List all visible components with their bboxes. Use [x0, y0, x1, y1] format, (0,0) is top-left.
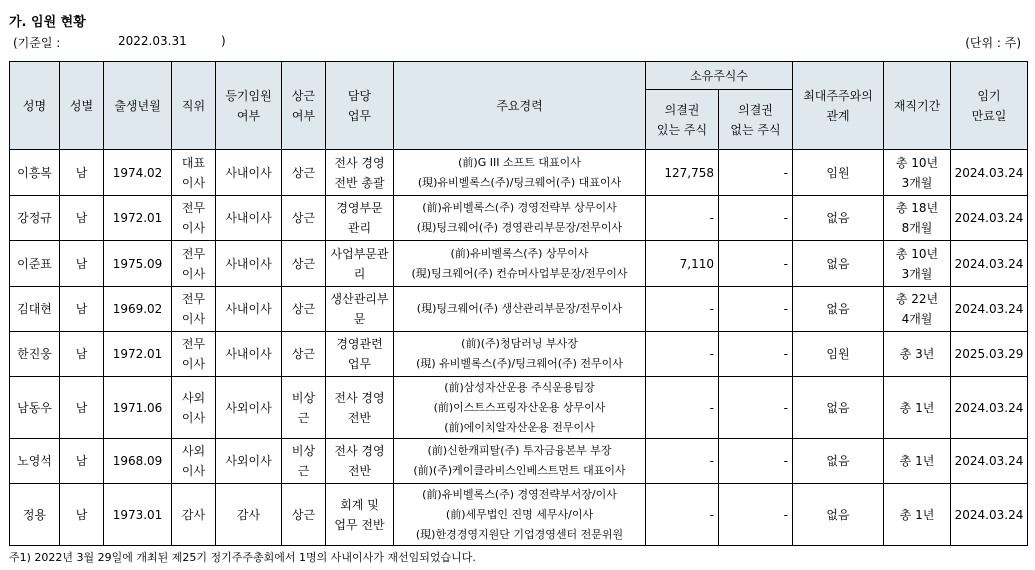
career-cell-line: (現)한경경영지원단 기업경영센터 전문위원 [415, 527, 624, 541]
career-cell [394, 287, 646, 332]
term-cell: 2024.03.24 [951, 439, 1028, 484]
position-cell [172, 332, 216, 377]
header-term: 임기 만료일 [951, 62, 1028, 150]
career-cell [394, 439, 646, 484]
relation-cell: 임원 [793, 332, 884, 377]
position-cell-line: 전무 [181, 337, 206, 351]
header-name: 성명 [10, 62, 60, 150]
table-row [10, 439, 1028, 484]
voting-shares-cell: 127,758 [646, 150, 719, 196]
base-date-label: (기준일 : [13, 36, 61, 50]
tenure-cell-line: 총 1년 [899, 507, 935, 522]
duty-cell-line: 전반 [347, 464, 372, 478]
term-cell: 2025.03.29 [951, 332, 1028, 377]
position-cell-line: 이사 [181, 357, 206, 371]
fulltime-cell-line: 비상 [291, 390, 316, 405]
duty-cell-line: 전반 [347, 410, 372, 425]
duty-cell [326, 484, 394, 546]
position-cell [172, 484, 216, 546]
nonvoting-shares-cell: - [719, 377, 793, 439]
career-cell-line: (前)이스트스프링자산운용 상무이사 [433, 400, 606, 414]
tenure-cell-line: 총 1년 [899, 454, 935, 468]
fulltime-cell [282, 377, 326, 439]
relation-cell: 없음 [793, 439, 884, 484]
duty-cell-line: 문 [353, 312, 366, 326]
footnote: 주1) 2022년 3월 29일에 개최된 제25기 정기주주총회에서 1명의 사내이사가 재선임되었습니다. [9, 551, 476, 564]
voting-shares-cell: - [646, 287, 719, 332]
fulltime-cell [282, 332, 326, 377]
birth-cell: 1969.02 [104, 287, 172, 332]
header-position: 직위 [172, 62, 216, 150]
career-cell-line: (前)유비벨록스(주) 경영전략부서장/이사 [422, 487, 617, 501]
gender-cell: 남 [60, 150, 104, 196]
tenure-cell [884, 439, 951, 484]
registered-cell: 감사 [216, 484, 282, 546]
duty-cell-line: 전사 경영 [334, 390, 385, 405]
position-cell [172, 287, 216, 332]
tenure-cell-line: 3개월 [901, 175, 933, 190]
nonvoting-shares-cell: - [719, 484, 793, 546]
duty-cell-line: 회계 및 [340, 497, 379, 512]
table-row [10, 377, 1028, 439]
career-cell [394, 484, 646, 546]
position-cell [172, 241, 216, 287]
position-cell-line: 전무 [181, 201, 206, 215]
position-cell-line: 이사 [181, 175, 206, 190]
tenure-cell-line: 총 22년 [895, 292, 939, 306]
voting-shares-cell: - [646, 439, 719, 484]
nonvoting-shares-cell: - [719, 287, 793, 332]
gender-cell: 남 [60, 241, 104, 287]
gender-cell: 남 [60, 377, 104, 439]
table-row [10, 150, 1028, 196]
duty-cell [326, 150, 394, 196]
relation-cell: 없음 [793, 196, 884, 241]
tenure-cell [884, 150, 951, 196]
career-cell-line: (前)삼성자산운용 주식운용팀장 [444, 380, 595, 394]
fulltime-cell [282, 196, 326, 241]
header-tenure: 재직기간 [884, 62, 951, 150]
registered-cell: 사내이사 [216, 287, 282, 332]
duty-cell-line: 전반 총괄 [334, 175, 385, 190]
career-cell-line: (前)세무법인 진명 세무사/이사 [445, 507, 594, 521]
duty-cell [326, 332, 394, 377]
tenure-cell [884, 287, 951, 332]
fulltime-cell-line: 상근 [291, 302, 316, 316]
nonvoting-shares-cell: - [719, 332, 793, 377]
career-cell-line: (現)팅크웨어(주) 컨슈머사업부문장/전무이사 [411, 266, 628, 280]
duty-cell-line: 사업부문관 [330, 246, 389, 261]
tenure-cell-line: 8개월 [901, 221, 933, 235]
fulltime-cell [282, 287, 326, 332]
name-cell: 정용 [10, 484, 60, 546]
career-cell-line: (前)(주)케이클라비스인베스트먼트 대표이사 [413, 464, 626, 477]
header-shares: 소유주식수 [646, 62, 793, 90]
career-cell-line: (現) 유비벨록스(주)/팅크웨어(주) 전무이사 [416, 357, 623, 370]
duty-cell-line: 관리 [347, 221, 372, 235]
tenure-cell-line: 총 10년 [895, 246, 939, 261]
position-cell-line: 대표 [181, 155, 206, 170]
nonvoting-shares-cell: - [719, 439, 793, 484]
fulltime-cell [282, 484, 326, 546]
term-cell: 2024.03.24 [951, 377, 1028, 439]
tenure-cell-line: 총 1년 [899, 400, 935, 415]
position-cell-line: 이사 [181, 410, 206, 425]
gender-cell: 남 [60, 287, 104, 332]
name-cell: 남동우 [10, 377, 60, 439]
tenure-cell-line: 총 3년 [899, 347, 935, 361]
gender-cell: 남 [60, 196, 104, 241]
birth-cell: 1974.02 [104, 150, 172, 196]
header-duty: 담당 업무 [326, 62, 394, 150]
relation-cell: 임원 [793, 150, 884, 196]
registered-cell: 사외이사 [216, 377, 282, 439]
career-cell-line: (前)(주)청담러닝 부사장 [461, 337, 578, 350]
header-voting: 의결권 있는 주식 [646, 90, 719, 150]
position-cell-line: 이사 [181, 266, 206, 281]
position-cell-line: 전무 [181, 246, 206, 261]
duty-cell [326, 377, 394, 439]
career-cell [394, 332, 646, 377]
header-gender: 성별 [60, 62, 104, 150]
base-date-close: ) [221, 34, 226, 48]
tenure-cell-line: 4개월 [901, 312, 933, 326]
duty-cell-line: 업무 전반 [334, 517, 385, 532]
executive-table [9, 61, 1028, 546]
term-cell: 2024.03.24 [951, 484, 1028, 546]
birth-cell: 1971.06 [104, 377, 172, 439]
header-registered: 등기임원 여부 [216, 62, 282, 150]
position-cell-line: 사외 [181, 390, 206, 405]
duty-cell-line: 업무 [347, 357, 372, 371]
fulltime-cell-line: 상근 [291, 256, 316, 271]
gender-cell: 남 [60, 484, 104, 546]
name-cell: 이준표 [10, 241, 60, 287]
position-cell-line: 전무 [181, 292, 206, 306]
section-title: 가. 임원 현황 [9, 15, 86, 30]
duty-cell-line: 전사 경영 [334, 444, 385, 458]
birth-cell: 1975.09 [104, 241, 172, 287]
term-cell: 2024.03.24 [951, 287, 1028, 332]
career-cell [394, 377, 646, 439]
header-nonvoting: 의결권 없는 주식 [719, 90, 793, 150]
relation-cell: 없음 [793, 287, 884, 332]
table-row [10, 287, 1028, 332]
name-cell: 한진웅 [10, 332, 60, 377]
tenure-cell [884, 484, 951, 546]
fulltime-cell-line: 비상 [291, 444, 316, 458]
duty-cell [326, 439, 394, 484]
tenure-cell [884, 332, 951, 377]
name-cell: 노영석 [10, 439, 60, 484]
fulltime-cell [282, 150, 326, 196]
position-cell [172, 377, 216, 439]
relation-cell: 없음 [793, 241, 884, 287]
fulltime-cell-line: 근 [297, 410, 310, 425]
tenure-cell [884, 196, 951, 241]
career-cell-line: (前)유비벨록스(주) 상무이사 [450, 246, 589, 260]
relation-cell: 없음 [793, 377, 884, 439]
career-cell [394, 196, 646, 241]
career-cell-line: (現)팅크웨어(주) 경영관리부문장/전무이사 [416, 221, 623, 234]
header-fulltime: 상근 여부 [282, 62, 326, 150]
duty-cell-line: 리 [353, 266, 366, 281]
registered-cell: 사외이사 [216, 439, 282, 484]
table-row [10, 241, 1028, 287]
header-birth: 출생년월 [104, 62, 172, 150]
nonvoting-shares-cell: - [719, 196, 793, 241]
gender-cell: 남 [60, 332, 104, 377]
position-cell [172, 150, 216, 196]
career-cell-line: (前)신한캐피탈(주) 투자금융본부 부장 [427, 444, 612, 457]
duty-cell [326, 287, 394, 332]
position-cell-line: 이사 [181, 221, 206, 235]
fulltime-cell-line: 상근 [291, 347, 316, 361]
registered-cell: 사내이사 [216, 150, 282, 196]
duty-cell-line: 생산관리부 [330, 292, 389, 306]
voting-shares-cell: 7,110 [646, 241, 719, 287]
tenure-cell [884, 241, 951, 287]
table-row [10, 196, 1028, 241]
table-row [10, 332, 1028, 377]
position-cell [172, 196, 216, 241]
fulltime-cell-line: 근 [297, 464, 310, 478]
career-cell-line: (前)G III 소프트 대표이사 [458, 155, 581, 169]
duty-cell-line: 전사 경영 [334, 155, 385, 170]
duty-cell-line: 경영부문 [336, 201, 383, 215]
executive-rows [10, 150, 1028, 546]
position-cell-line: 이사 [181, 312, 206, 326]
registered-cell: 사내이사 [216, 241, 282, 287]
header-career: 주요경력 [394, 62, 646, 150]
fulltime-cell-line: 상근 [291, 211, 316, 225]
duty-cell [326, 196, 394, 241]
position-cell [172, 439, 216, 484]
base-date-value: 2022.03.31 [118, 34, 187, 48]
header-relation: 최대주주와의 관계 [793, 62, 884, 150]
relation-cell: 없음 [793, 484, 884, 546]
birth-cell: 1972.01 [104, 196, 172, 241]
term-cell: 2024.03.24 [951, 196, 1028, 241]
name-cell: 이흥복 [10, 150, 60, 196]
career-cell-line: (前)에이치알자산운용 전무이사 [444, 420, 595, 434]
name-cell: 강정규 [10, 196, 60, 241]
unit-label: (단위 : 주) [965, 36, 1021, 50]
duty-cell [326, 241, 394, 287]
registered-cell: 사내이사 [216, 196, 282, 241]
voting-shares-cell: - [646, 377, 719, 439]
birth-cell: 1972.01 [104, 332, 172, 377]
duty-cell-line: 경영관련 [336, 337, 383, 351]
nonvoting-shares-cell: - [719, 241, 793, 287]
career-cell [394, 241, 646, 287]
fulltime-cell [282, 241, 326, 287]
table-row [10, 484, 1028, 546]
fulltime-cell [282, 439, 326, 484]
voting-shares-cell: - [646, 196, 719, 241]
birth-cell: 1973.01 [104, 484, 172, 546]
tenure-cell [884, 377, 951, 439]
position-cell-line: 이사 [181, 464, 206, 478]
tenure-cell-line: 총 18년 [895, 201, 939, 215]
voting-shares-cell: - [646, 332, 719, 377]
career-cell [394, 150, 646, 196]
term-cell: 2024.03.24 [951, 150, 1028, 196]
fulltime-cell-line: 상근 [291, 507, 316, 522]
position-cell-line: 사외 [181, 444, 206, 458]
term-cell: 2024.03.24 [951, 241, 1028, 287]
fulltime-cell-line: 상근 [291, 165, 316, 180]
nonvoting-shares-cell: - [719, 150, 793, 196]
voting-shares-cell: - [646, 484, 719, 546]
name-cell: 김대현 [10, 287, 60, 332]
career-cell-line: (現)유비벨록스(주)/팅크웨어(주) 대표이사 [417, 175, 622, 189]
position-cell-line: 감사 [181, 507, 206, 522]
birth-cell: 1968.09 [104, 439, 172, 484]
tenure-cell-line: 3개월 [901, 266, 933, 281]
gender-cell: 남 [60, 439, 104, 484]
career-cell-line: (現)팅크웨어(주) 생산관리부문장/전무이사 [416, 302, 623, 315]
career-cell-line: (前)유비벨록스(주) 경영전략부 상무이사 [422, 201, 617, 214]
tenure-cell-line: 총 10년 [895, 155, 939, 170]
registered-cell: 사내이사 [216, 332, 282, 377]
